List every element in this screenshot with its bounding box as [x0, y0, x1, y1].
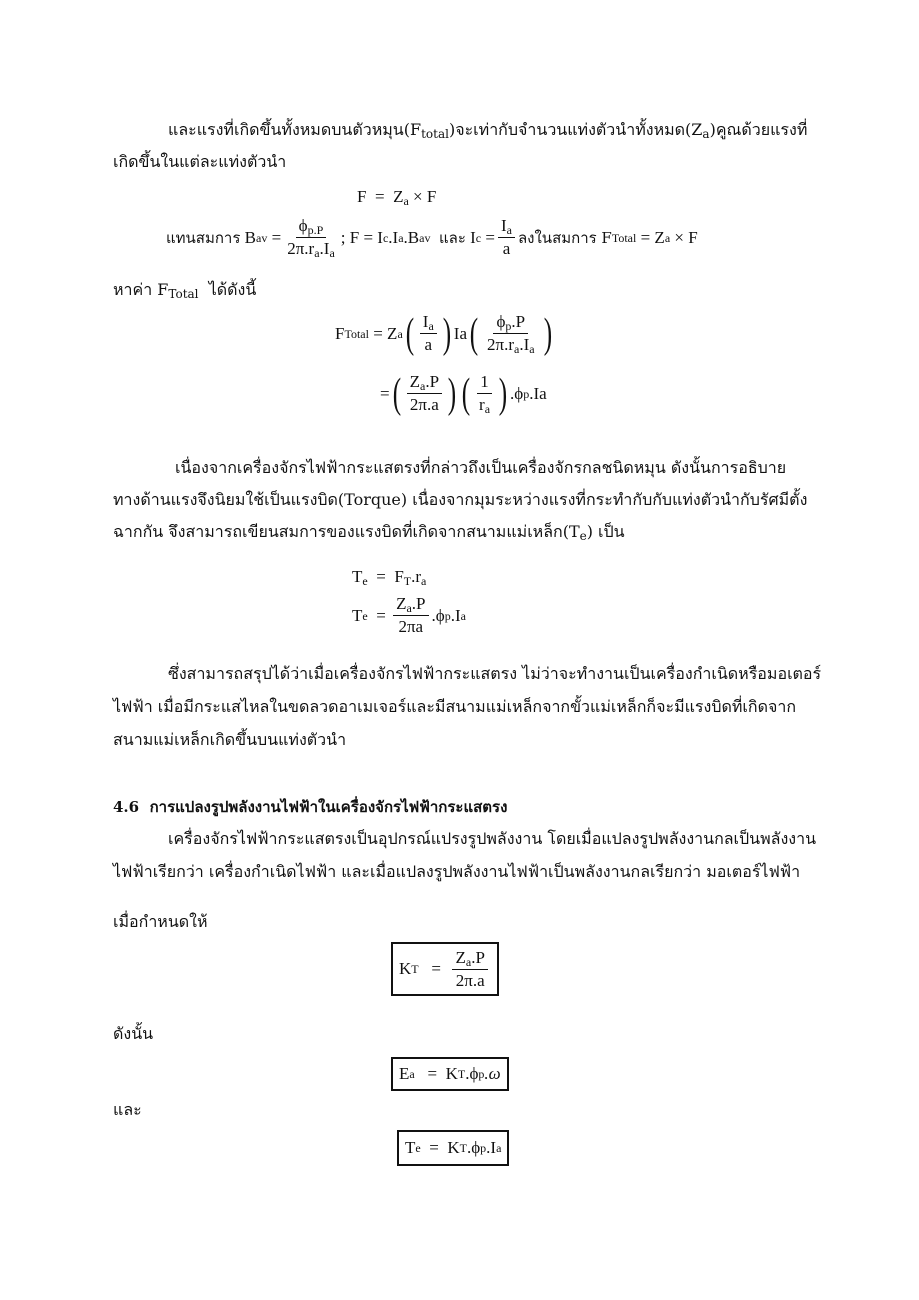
paragraph-2-line-3	[113, 522, 625, 542]
text: ) เป็น	[586, 522, 625, 541]
and-label: และ	[113, 1100, 142, 1119]
text: ได้ดังนี้	[208, 280, 257, 299]
eq-symbol: Z	[393, 187, 404, 206]
paragraph-1-line-1	[168, 120, 807, 140]
denominator: $2\pi.r_a.I_a$	[287, 239, 335, 260]
parenthesis-group: ( $\frac{Z_a.P}{2\pi.a}$ )	[392, 370, 457, 417]
find-line	[113, 280, 256, 300]
subscript: a	[403, 194, 409, 208]
equation-ftotal-simplified: = ( $\frac{Z_a.P}{2\pi.a}$ ) ( $\frac{1}{r_a}$ ) .ϕ p .Ia	[380, 370, 547, 417]
section-title: การแปลงรูปพลังงานไฟฟ้าในเครื่องจักรไฟฟ้ากระแสตรง	[149, 798, 508, 816]
eq-symbol: × F	[674, 227, 698, 247]
boxed-equation-kt: K T = $\frac{Z_a.P}{2\pi.a}$	[391, 942, 499, 996]
boxed-equation-ea: E a = K T .ϕ p .ω	[391, 1057, 509, 1091]
text: แทนสมการ	[166, 228, 241, 247]
eq-symbol: =	[271, 227, 282, 247]
parenthesis-group: ( $\frac{I_a}{a}$ )	[405, 310, 451, 357]
paragraph-2-line-1: เนื่องจากเครื่องจักรไฟฟ้ากระแสตรงที่กล่าวถึงเป็นเครื่องจักรกลชนิดหมุน ดังนั้นการอธิบาย	[175, 458, 787, 477]
eq-symbol: F	[335, 323, 345, 343]
eq-symbol: = Z	[640, 227, 665, 247]
fraction: $\frac{1}{r_a}$	[479, 372, 491, 416]
fraction-bav	[284, 216, 338, 259]
text: )จะเท่ากับจำนวนแท่งตัวนำทั้งหมด(Z	[448, 120, 703, 139]
paragraph-3-line-3: สนามแม่เหล็กเกิดขึ้นบนแท่งตัวนำ	[113, 730, 347, 749]
text: ลงในสมการ F	[517, 228, 612, 247]
equation-torque-2: T e = $\frac{Z_a.P}{2\pi a}$ .ϕ p .I a	[352, 594, 466, 636]
text: และ	[438, 228, 466, 247]
paragraph-1-line-2: เกิดขึ้นในแต่ละแท่งตัวนำ	[113, 152, 287, 171]
paragraph-3-line-2: ไฟฟ้า เมื่อมีกระแสไหลในขดลวดอาเมเจอร์และมีสนามแม่เหล็กจากขั้วแม่เหล็กก็จะมีแรงบิดที่เกิดจาก	[113, 697, 797, 716]
subscript: Total	[168, 287, 199, 301]
paragraph-3-line-1: ซึ่งสามารถสรุปได้ว่าเมื่อเครื่องจักรไฟฟ้ากระแสตรง ไม่ว่าจะทำงานเป็นเครื่องกำเนิดหรือมอเตอร์	[168, 664, 822, 683]
fraction: $\frac{Z_a.P}{2\pi.a}$	[407, 372, 442, 415]
eq-symbol: =	[485, 227, 495, 247]
eq-symbol: ×	[413, 187, 423, 206]
eq-symbol: I	[470, 227, 476, 247]
denominator: a	[502, 239, 511, 258]
eq-symbol: B	[244, 227, 257, 247]
parenthesis-group: ( $\frac{\phi_p.P}{2\pi.r_a.I_a}$ )	[469, 310, 552, 357]
fraction: $\frac{I_a}{a}$	[420, 312, 437, 355]
eq-symbol: ; F = I	[340, 227, 383, 247]
paragraph-4-line-2: ไฟฟ้าเรียกว่า เครื่องกำเนิดไฟฟ้า และเมื่อแปลงรูปพลังงานไฟฟ้าเป็นพลังงานกลเรียกว่า มอเตอร์ไฟฟ้า	[113, 862, 801, 881]
text: )คูณด้วยแรงที่	[709, 120, 808, 139]
text: และแรงที่เกิดขึ้นทั้งหมดบนตัวหมุน(F	[168, 120, 422, 139]
parenthesis-group: ( $\frac{1}{r_a}$ )	[461, 370, 508, 417]
eq-symbol: .Ia	[529, 383, 547, 403]
eq-symbol: Ia	[453, 323, 467, 343]
eq-symbol: = Z	[373, 323, 398, 343]
when-defined-label: เมื่อกำหนดให้	[113, 912, 208, 931]
fraction: $\frac{\phi_p.P}{2\pi.r_a.I_a}$	[487, 312, 535, 356]
subscript: e	[579, 529, 587, 543]
eq-symbol: .I	[388, 227, 399, 247]
eq-symbol: F	[357, 187, 367, 206]
paragraph-4-line-1: เครื่องจักรไฟฟ้ากระแสตรงเป็นอุปกรณ์แปรงรูปพลังงาน โดยเมื่อแปลงรูปพลังงานกลเป็นพลังงาน	[168, 829, 817, 848]
eq-symbol: F	[426, 187, 437, 206]
fraction: $\frac{Z_a.P}{2\pi a}$	[393, 594, 428, 637]
fraction-ic	[498, 216, 515, 259]
eq-symbol: .ϕ	[510, 383, 524, 403]
text: ฉากกัน จึงสามารถเขียนสมการของแรงบิดที่เกิดจากสนามแม่เหล็ก(T	[113, 522, 580, 541]
numerator: $I_a$	[498, 216, 515, 238]
text: หาค่า F	[113, 280, 169, 299]
equation-torque-1: $T_e = F_T.r_a$	[352, 567, 427, 588]
section-number: 4.6	[113, 798, 140, 816]
numerator: $\phi_{p.P}$	[296, 216, 327, 238]
equation-ftotal: F Total = Z a ( $\frac{I_a}{a}$ ) Ia ( $\frac{\phi_p.P}{2\pi.r_a.I_a}$ )	[335, 312, 555, 355]
eq-symbol: =	[380, 383, 390, 403]
fraction: $\frac{Z_a.P}{2\pi.a}$	[452, 948, 487, 991]
eq-symbol: .B	[403, 227, 420, 247]
equation-force	[357, 186, 436, 208]
subscript: total	[421, 127, 449, 141]
subscript: a	[702, 127, 710, 141]
boxed-equation-te: T e = K T .ϕ p .I a	[397, 1130, 509, 1166]
section-heading	[113, 797, 507, 817]
substitution-line: แทนสมการ B av = $\frac{\phi_{p.P}}{2\pi.r_a.I_a}$ ; F = I c .I a .B av และ I c = $\frac{I_a}{a}$ ลงในสมการ F Total = Z a × F	[166, 216, 698, 260]
eq-symbol: =	[374, 187, 385, 206]
paragraph-2-line-2: ทางด้านแรงจึงนิยมใช้เป็นแรงบิด(Torque) เนื่องจากมุมระหว่างแรงที่กระทำกับกับแท่งตัวนำกับรัศมีตั้ง	[113, 490, 808, 509]
therefore-label: ดังนั้น	[113, 1024, 154, 1043]
